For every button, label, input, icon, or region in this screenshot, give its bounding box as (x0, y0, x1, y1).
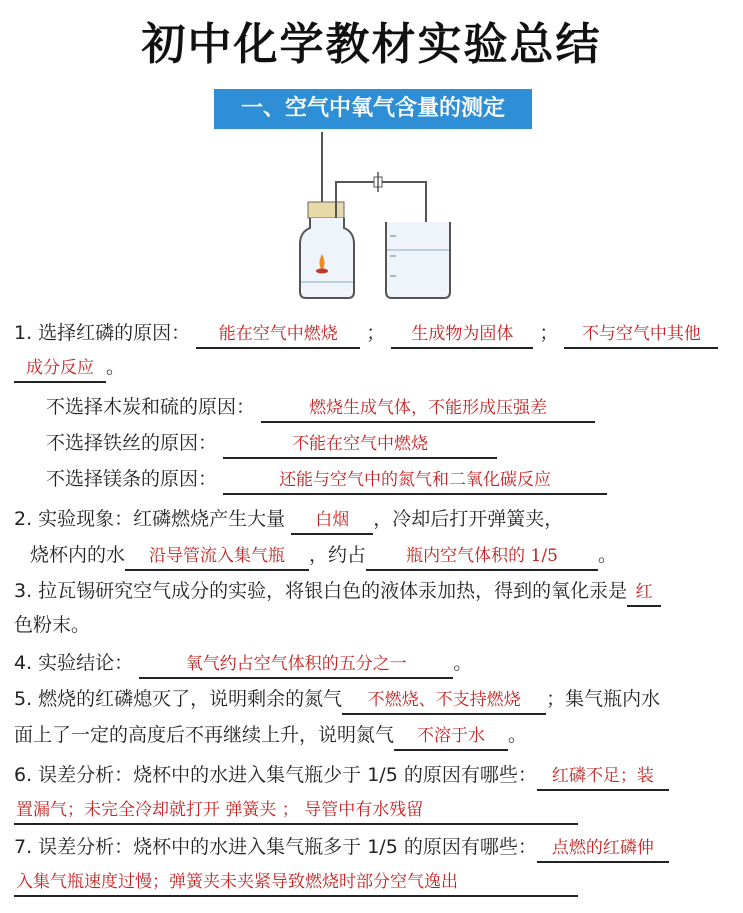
magnesium-label: 不选择镁条的原因： (46, 468, 218, 490)
q2-mid: ，冷却后打开弹簧夹， (373, 508, 564, 530)
question-1-line-2 (0, 352, 125, 383)
q2-answer-1: 白烟 (291, 507, 373, 535)
charcoal-label: 不选择木炭和硫的原因： (46, 396, 256, 418)
question-1-line-1 (0, 318, 718, 349)
combustion-spoon (316, 269, 328, 274)
q5-mid: ；集气瓶内水 (546, 688, 661, 710)
q6-answer-1: 红磷不足；装 (537, 763, 669, 791)
q2-end: 。 (598, 544, 618, 566)
q1-answer-3: 不与空气中其他 (564, 321, 718, 349)
q3-answer-1: 红 (627, 579, 661, 607)
q5-answer-1: 不燃烧、不支持燃烧 (342, 687, 546, 715)
q2-prefix-2: 烧杯内的水 (30, 544, 126, 566)
iron-line (0, 428, 497, 459)
question-1-prefix: 1. 选择红磷的原因： (14, 322, 191, 344)
charcoal-answer: 燃烧生成气体，不能形成压强差 (261, 395, 595, 423)
question-6-line-2 (0, 794, 578, 825)
q4-end: 。 (453, 652, 473, 674)
question-5-line-2 (0, 720, 527, 751)
question-2-line-1 (0, 504, 563, 535)
q1-answer-4: 成分反应 (14, 355, 106, 383)
question-2-line-2 (0, 540, 617, 571)
beaker (386, 222, 450, 298)
question-3-line-2 (0, 610, 90, 640)
gas-collecting-bottle (300, 218, 354, 298)
q2-mid-2: ，约占 (309, 544, 367, 566)
question-2-prefix: 2. 实验现象：红磷燃烧产生大量 (14, 508, 286, 530)
question-3-line-1 (0, 576, 661, 607)
q1-answer-1: 能在空气中燃烧 (196, 321, 360, 349)
q2-answer-2: 沿导管流入集气瓶 (125, 543, 309, 571)
iron-label: 不选择铁丝的原因： (46, 432, 218, 454)
question-6-line-1 (0, 760, 669, 791)
q6-answer-2: 置漏气；未完全冷却就打开 弹簧夹 ； 导管中有水残留 (14, 797, 578, 825)
question-3-text-2: 色粉末。 (14, 614, 91, 636)
q5-answer-2: 不溶于水 (394, 723, 508, 751)
magnesium-line (0, 464, 607, 495)
question-6-prefix: 6. 误差分析：烧杯中的水进入集气瓶少于 1/5 的原因有哪些： (14, 764, 537, 786)
question-3-text: 3. 拉瓦锡研究空气成分的实验，将银白色的液体汞加热，得到的氧化汞是 (14, 580, 628, 602)
q7-answer-1: 点燃的红磷伸 (537, 835, 669, 863)
q1-answer-2: 生成物为固体 (391, 321, 533, 349)
q1-separator-2: ； (539, 322, 559, 344)
question-5-prefix: 5. 燃烧的红磷熄灭了，说明剩余的氮气 (14, 688, 343, 710)
section-heading: 一、空气中氧气含量的测定 (214, 89, 532, 129)
q1-separator-1: ； (366, 322, 386, 344)
question-4-prefix: 4. 实验结论： (14, 652, 134, 674)
question-4-line (0, 648, 472, 679)
page-title: 初中化学教材实验总结 (141, 19, 602, 70)
q5-prefix-2: 面上了一定的高度后不再继续上升，说明氮气 (14, 724, 395, 746)
magnesium-answer: 还能与空气中的氮气和二氧化碳反应 (223, 467, 607, 495)
q2-answer-3: 瓶内空气体积的 1/5 (366, 543, 598, 571)
question-7-line-1 (0, 832, 669, 863)
charcoal-line (0, 392, 595, 423)
q5-end: 。 (508, 724, 528, 746)
question-7-line-2 (0, 866, 578, 897)
iron-answer: 不能在空气中燃烧 (223, 431, 497, 459)
question-5-line-1 (0, 684, 660, 715)
rubber-stopper (308, 202, 344, 218)
question-7-prefix: 7. 误差分析：烧杯中的水进入集气瓶多于 1/5 的原因有哪些： (14, 836, 537, 858)
q7-answer-2: 入集气瓶速度过慢；弹簧夹未夹紧导致燃烧时部分空气逸出 (14, 869, 578, 897)
q1-end: 。 (106, 356, 126, 378)
experiment-apparatus-illustration (280, 132, 480, 312)
q4-answer-1: 氧气约占空气体积的五分之一 (139, 651, 453, 679)
